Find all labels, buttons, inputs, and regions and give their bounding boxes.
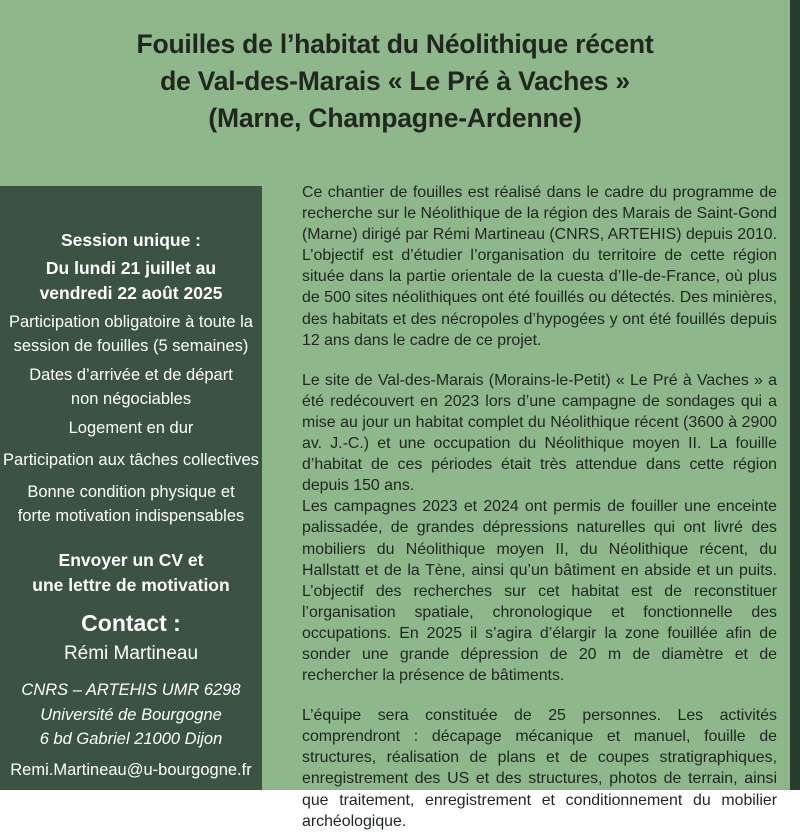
- right-edge-strip: [790, 0, 800, 790]
- sidebar-email-text[interactable]: Remi.Martineau@u-bourgogne.fr: [10, 761, 252, 779]
- paragraph-team-activities: L’équipe sera constituée de 25 personnes. Les activités comprendront : décapage mécanique et manuel, fouille de structures, réalisation de plans et de coupes stratigraphiques, enregistrement des US et des structures, photos de terrain, ainsi que traitement, enregistrement et conditionnement du mobilier archéologique.: [302, 707, 777, 830]
- sidebar-envoyer-line-1: Envoyer un CV et: [58, 550, 204, 570]
- sidebar-contact-address: [0, 678, 262, 752]
- sidebar-requirement-collective-tasks: [0, 448, 262, 472]
- sidebar-dates-line-2: vendredi 22 août 2025: [39, 282, 223, 303]
- sidebar-session-heading-text: Session unique :: [60, 230, 202, 250]
- sidebar-requirement-fitness: [0, 480, 262, 528]
- sidebar-logement-text: Logement en dur: [68, 419, 194, 437]
- sidebar-condition-line-2: forte motivation indispensables: [17, 507, 245, 525]
- sidebar-participation-line-1: Participation obligatoire à toute la: [9, 313, 253, 331]
- sidebar-address-line-1: CNRS – ARTEHIS UMR 6298: [21, 681, 241, 699]
- title-line-1: Fouilles de l’habitat du Néolithique récent: [136, 29, 654, 59]
- sidebar-contact-heading-text: Contact :: [81, 610, 181, 636]
- sidebar-requirement-housing: [0, 416, 262, 440]
- title-line-2: de Val-des-Marais « Le Pré à Vaches »: [160, 66, 630, 96]
- main-description-column: [302, 182, 777, 832]
- sidebar-info-panel: [0, 186, 262, 790]
- sidebar-requirement-dates-fixed: [0, 363, 262, 411]
- sidebar-participation-line-2: session de fouilles (5 semaines): [13, 337, 249, 355]
- title-line-3: (Marne, Champagne-Ardenne): [208, 103, 582, 133]
- sidebar-session-heading: [0, 228, 262, 253]
- sidebar-requirement-participation: [0, 310, 262, 358]
- sidebar-contact-email[interactable]: [0, 759, 262, 782]
- sidebar-contact-heading: [0, 609, 262, 638]
- sidebar-envoyer-line-2: une lettre de motivation: [32, 574, 230, 595]
- sidebar-arrivee-line-2: non négociables: [70, 390, 192, 408]
- sidebar-application-instructions: [0, 548, 262, 597]
- sidebar-dates-line-1: Du lundi 21 juillet au: [45, 258, 217, 278]
- paragraph-programme-context: Ce chantier de fouilles est réalisé dans le cadre du programme de recherche sur le Néolithique de la région des Marais de Saint-Gond (Marne) dirigé par Rémi Martineau (CNRS, ARTEHIS) depuis 2010. L’objectif est d’étudier l’organisation du territoire de cette région située dans la partie orientale de la cuesta d’Ile-de-France, où plus de 500 sites néolithiques ont été fouillés ou détectés. Des minières, des habitats et des nécropoles d’hypogées y ont été fouillés depuis 12 ans dans le cadre de ce projet.: [302, 184, 777, 349]
- sidebar-arrivee-line-1: Dates d’arrivée et de départ: [29, 366, 233, 384]
- sidebar-session-dates: [0, 256, 262, 305]
- sidebar-taches-text: Participation aux tâches collectives: [3, 451, 259, 469]
- sidebar-condition-line-1: Bonne condition physique et: [27, 483, 235, 501]
- paragraph-campaigns-objectives: Les campagnes 2023 et 2024 ont permis de fouiller une enceinte palissadée, de grandes dépressions naturelles qui ont livré des mobiliers du Néolithique moyen II, du Néolithique récent, du Hallstatt et de la Tène, ainsi qu’un bâtiment en abside et un puits. L’objectif des recherches sur cet habitat est de reconstituer l’organisation spatiale, chronologique et fonctionnelle des occupations. En 2025 il s’agira d’élargir la zone fouillée afin de sonder une grande dépression de 20 m de diamètre et de rechercher la présence de bâtiments.: [302, 498, 777, 685]
- page-title: [0, 26, 790, 137]
- sidebar-contact-name-text: Rémi Martineau: [63, 643, 199, 664]
- sidebar-address-line-3: 6 bd Gabriel 21000 Dijon: [39, 730, 223, 748]
- sidebar-address-line-2: Université de Bourgogne: [40, 705, 222, 724]
- paragraph-site-discovery: Le site de Val-des-Marais (Morains-le-Petit) « Le Pré à Vaches » a été redécouvert en 2023 lors d’une campagne de sondages qui a mise au jour un habitat complet du Néolithique récent (3600 à 2900 av. J.-C.) et une occupation du Néolithique moyen II. La fouille d’habitat de ces périodes était très attendue dans cette région depuis 150 ans.: [302, 371, 777, 495]
- sidebar-contact-name: [0, 641, 262, 667]
